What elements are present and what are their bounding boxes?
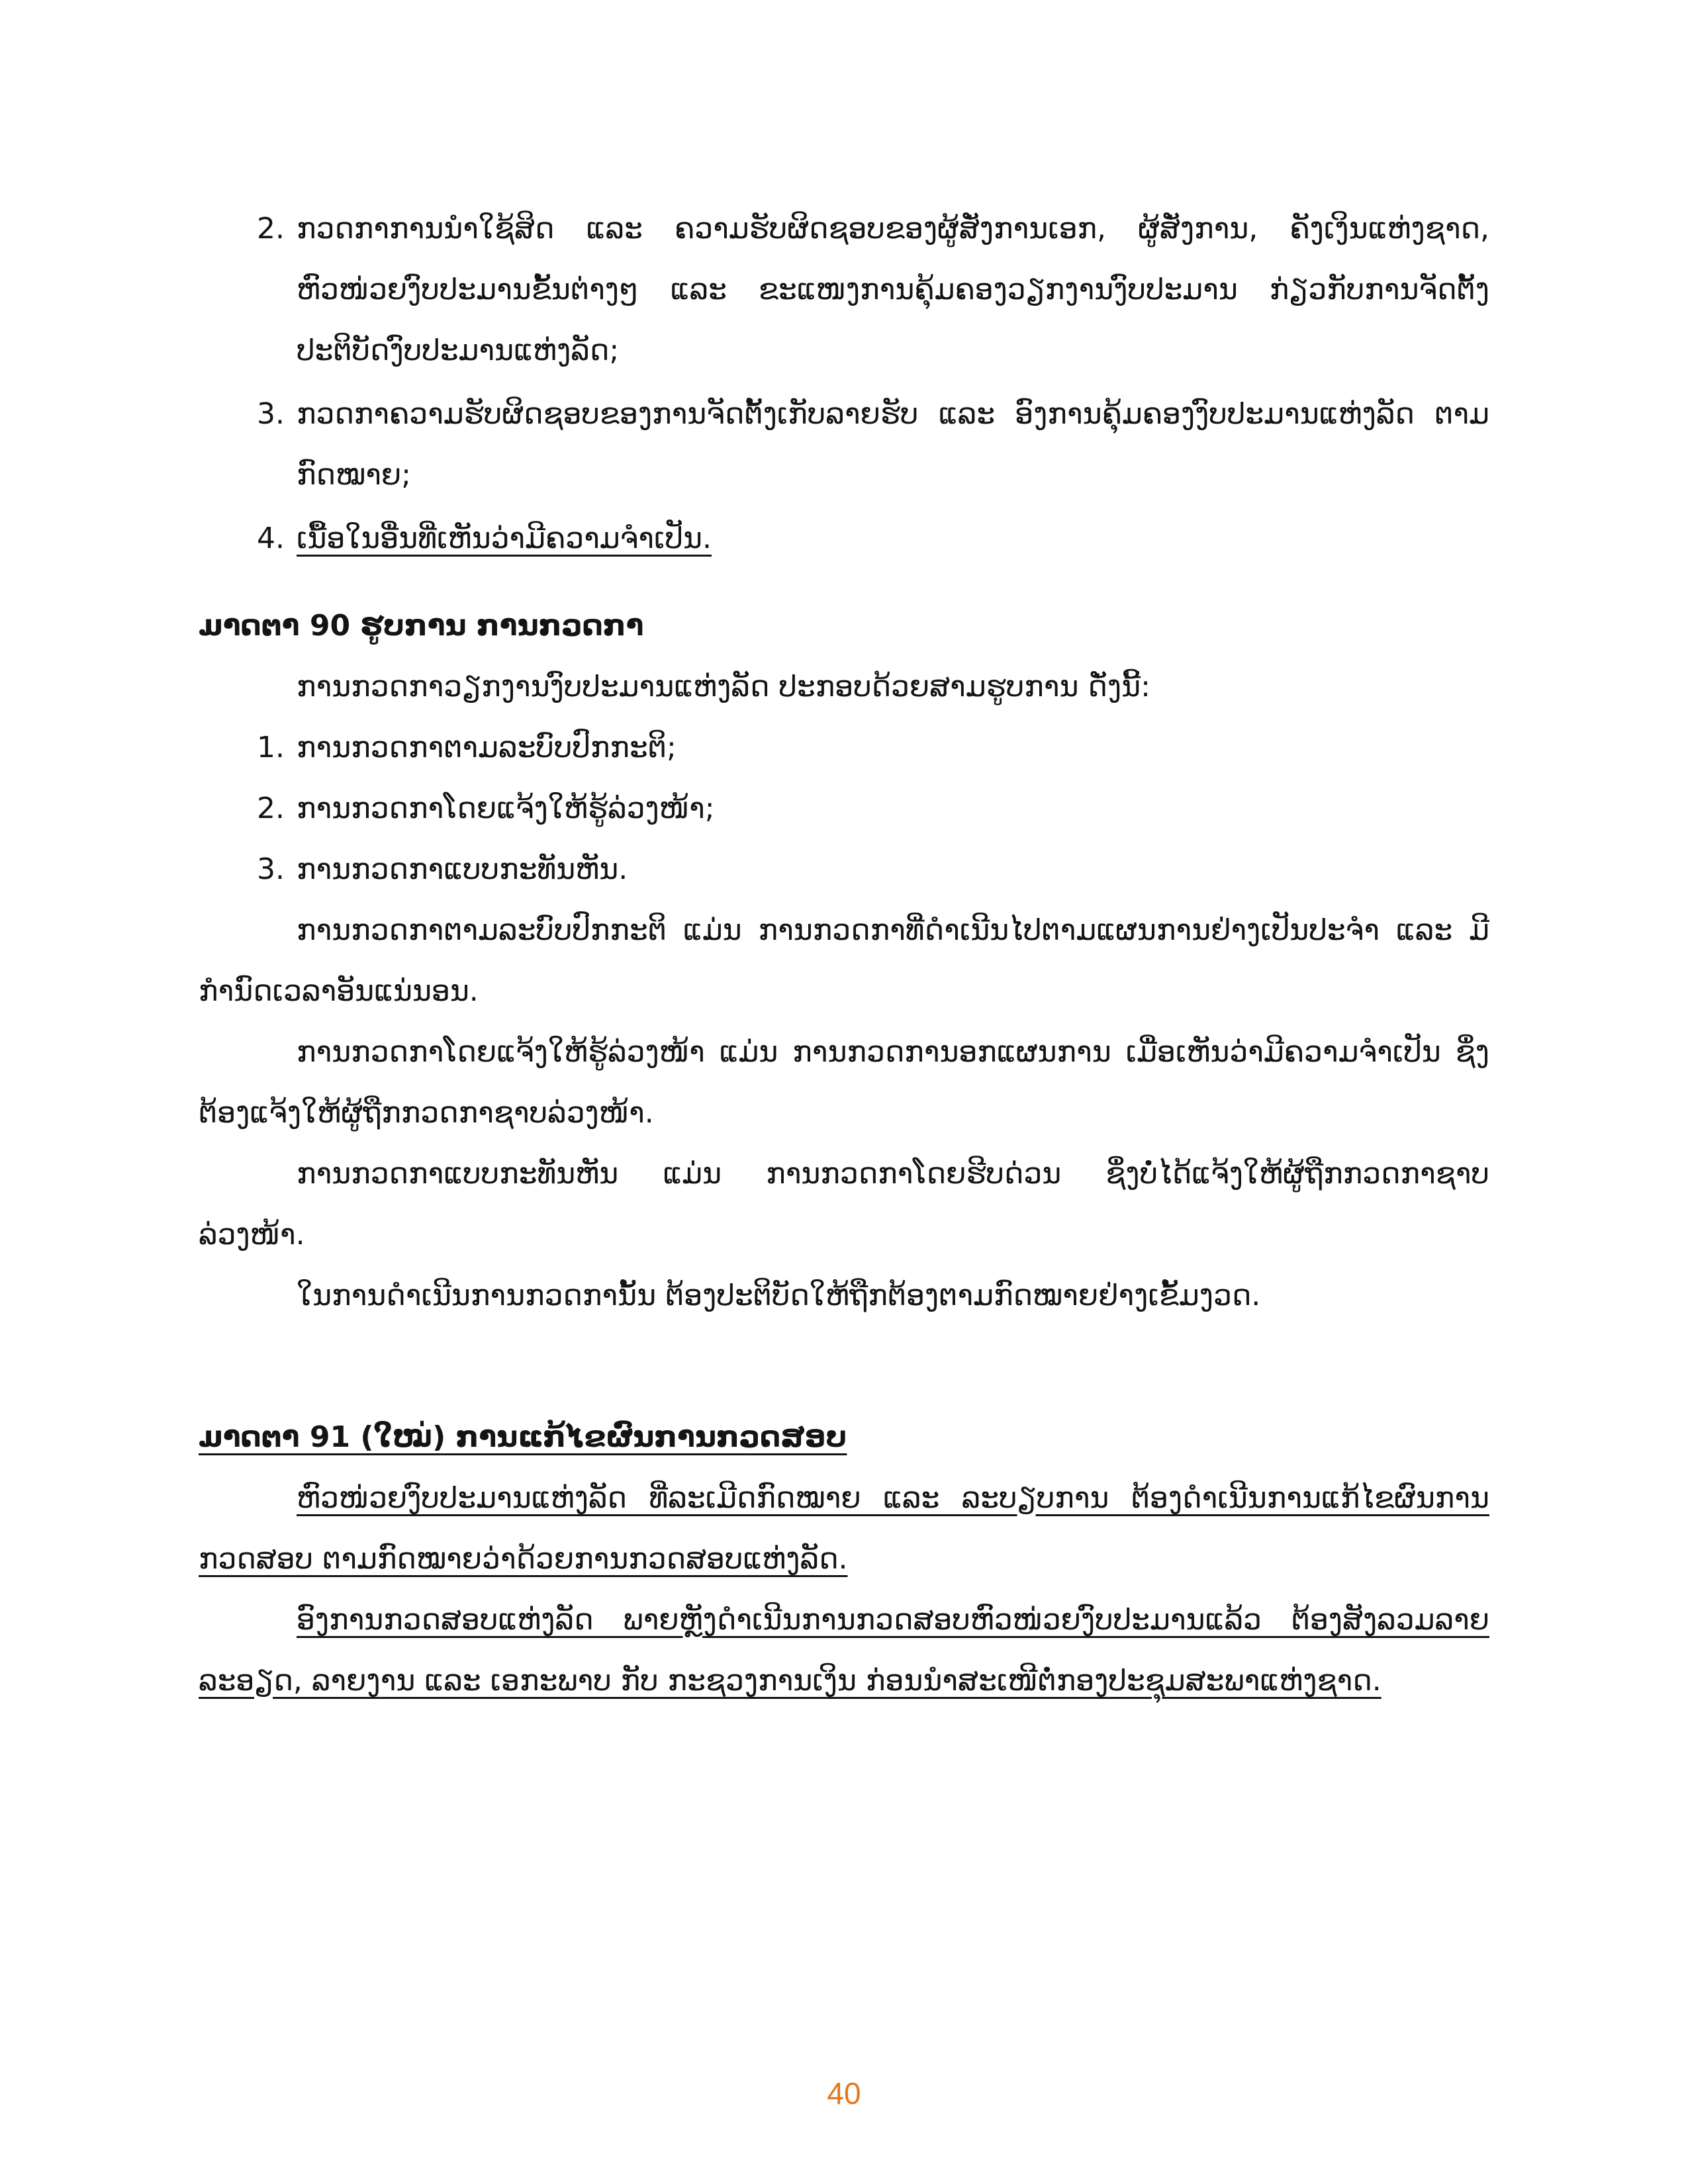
form-number: 2. [257,792,285,825]
clause-number: 3. [257,397,285,431]
clause-3 [199,384,1489,506]
article-91-paragraph: ຫົວໜ່ວຍງົບປະມານແຫ່ງລັດ ທີ່ລະເມີດກົດໝາຍ ແລະ ລະບຽບການ ຕ້ອງດຳເນີນການແກ້ໄຂຜົນການກວດສອບ ຕາມກົດໝາຍວ່າດ້ວຍການກວດສອບແຫ່ງລັດ. [199,1481,1489,1576]
article-90-paragraph: ການກວດກາແບບກະທັນຫັນ ແມ່ນ ການກວດກາໂດຍຮີບດ່ວນ ຊຶ່ງບໍ່ໄດ້ແຈ້ງໃຫ້ຜູ້ຖືກກວດກາຊາບ ລ່ວງໜ້າ. [199,1157,1489,1251]
form-item-2 [199,778,1489,839]
article-91-paragraph: ອົງການກວດສອບແຫ່ງລັດ ພາຍຫຼັງດຳເນີນການກວດສອບຫົວໜ່ວຍງົບປະມານແລ້ວ ຕ້ອງສັງລວມລາຍລະອຽດ, ລາຍງານ ແລະ ເອກະພາບ ກັບ ກະຊວງການເງິນ ກ່ອນນຳສະເໜີຕໍ່ກອງປະຊຸມສະພາແຫ່ງຊາດ. [199,1603,1489,1698]
article-90-paragraph: ໃນການດຳເນີນການກວດການັ້ນ ຕ້ອງປະຕິບັດໃຫ້ຖືກຕ້ອງຕາມກົດໝາຍຢ່າງເຂັ້ມງວດ. [297,1279,1261,1312]
clause-4 [199,508,1489,569]
form-text: ການກວດກາຕາມລະບົບປົກກະຕິ; [297,731,677,764]
article-90-intro: ການກວດກາວຽກງານງົບປະມານແຫ່ງລັດ ປະກອບດ້ວຍສາມຮູບການ ດັ່ງນີ້: [297,670,1150,704]
form-text: ການກວດກາໂດຍແຈ້ງໃຫ້ຮູ້ລ່ວງໜ້າ; [297,792,715,825]
form-number: 1. [257,731,285,764]
clause-number: 2. [257,212,285,246]
clause-text: ກວດກາການນຳໃຊ້ສິດ ແລະ ຄວາມຮັບຜິດຊອບຂອງຜູ້ສັ່ງການເອກ, ຜູ້ສັ່ງການ, ຄັງເງິນແຫ່ງຊາດ, ຫົວໜ່ວຍງົບປະມານຂັ້ນຕ່າງໆ ແລະ ຂະແໜງການຄຸ້ມຄອງວຽກງານງົບປະມານ ກ່ຽວກັບການຈັດຕັ້ງ ປະຕິບັດງົບປະມານແຫ່ງລັດ; [297,212,1489,367]
page-number: 40 [827,2076,861,2111]
document-body [199,199,1489,1711]
form-text: ການກວດກາແບບກະທັນຫັນ. [297,852,628,886]
article-91-heading: ມາດຕາ 91 (ໃໝ່) ການແກ້ໄຂຜົນການກວດສອບ [199,1420,847,1454]
article-90-paragraph: ການກວດກາໂດຍແຈ້ງໃຫ້ຮູ້ລ່ວງໜ້າ ແມ່ນ ການກວດການອກແຜນການ ເມື່ອເຫັນວ່າມີຄວາມຈຳເປັນ ຊຶ່ງຕ້ອງແຈ້ງໃຫ້ຜູ້ຖືກກວດກາຊາບລ່ວງໜ້າ. [199,1035,1489,1130]
article-90-paragraph: ການກວດກາຕາມລະບົບປົກກະຕິ ແມ່ນ ການກວດກາທີ່ດຳເນີນໄປຕາມແຜນການຢ່າງເປັນປະຈຳ ແລະ ມີກຳນົດເວລາອັນແນ່ນອນ. [199,913,1489,1008]
article-90-heading: ມາດຕາ 90 ຮູບການ ການກວດກາ [199,609,644,643]
form-item-1 [199,717,1489,778]
form-number: 3. [257,852,285,886]
clause-text: ເນື້ອໃນອື່ນທີ່ເຫັນວ່າມີຄວາມຈຳເປັນ. [297,522,712,555]
clause-2 [199,199,1489,381]
form-item-3 [199,839,1489,900]
clause-number: 4. [257,522,285,555]
clause-text: ກວດກາຄວາມຮັບຜິດຊອບຂອງການຈັດຕັ້ງເກັບລາຍຮັບ ແລະ ອົງການຄຸ້ມຄອງງົບປະມານແຫ່ງລັດ ຕາມກົດໝາຍ; [297,397,1489,492]
